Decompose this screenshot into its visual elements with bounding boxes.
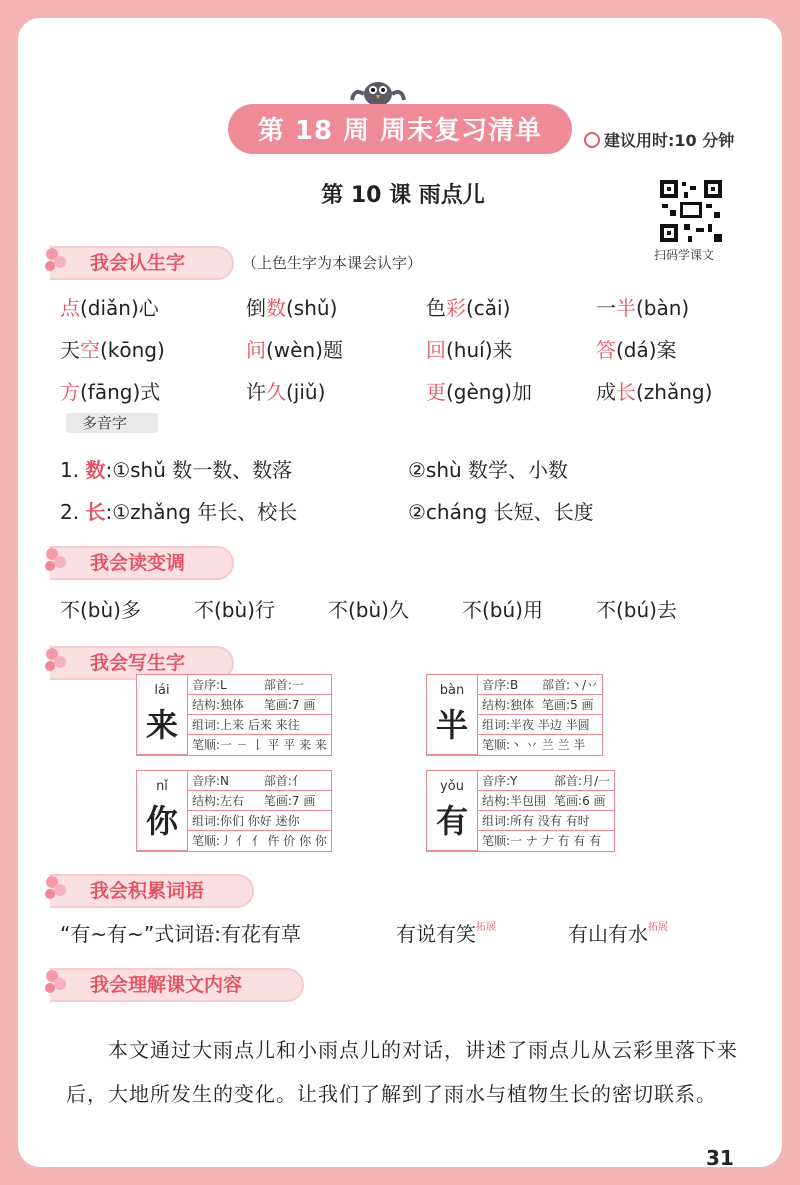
- section-title: 我会理解课文内容: [90, 974, 243, 996]
- words-item: 有山有水$^{拓展}$: [568, 922, 668, 946]
- recognize-item: 方(fāng)式: [60, 380, 161, 404]
- section-title: 我会积累词语: [90, 880, 205, 902]
- section-title: 我会读变调: [90, 552, 186, 574]
- polyphone-row: 2. 长:①zhǎng 年长、校长: [60, 500, 298, 524]
- recognize-item: 许久(jiǔ): [246, 380, 326, 404]
- recognize-item: 色彩(cǎi): [426, 296, 511, 320]
- words-item: 有说有笑$^{拓展}$: [396, 922, 496, 946]
- polyphone-row: ②cháng 长短、长度: [408, 500, 594, 524]
- polyphone-row: 1. 数:①shǔ 数一数、数落: [60, 458, 293, 482]
- page: [18, 18, 782, 1167]
- section-words: [50, 870, 260, 904]
- qr-code-icon[interactable]: [658, 178, 724, 244]
- flower-icon: [42, 644, 72, 676]
- flower-icon: [42, 872, 72, 904]
- recognize-item: 倒数(shǔ): [246, 296, 338, 320]
- section-recognize: [50, 242, 240, 276]
- flower-icon: [42, 966, 72, 998]
- tone-item: 不(bú)去: [596, 598, 677, 622]
- recognize-item: 问(wèn)题: [246, 338, 343, 362]
- recognize-item: 答(dá)案: [596, 338, 677, 362]
- polyphone-tag: 多音字: [66, 413, 158, 433]
- write-card-lai: lái 来 音序:L 部首:一 结构:独体 笔画:7 画 组词:上来 后来 来往 笔顺:一 ㄧ 𠄌 平 平 来 来: [136, 674, 332, 756]
- polyphone-row: ②shù 数学、小数: [408, 458, 569, 482]
- section-write: [50, 642, 240, 676]
- suggested-time: [584, 128, 734, 151]
- tone-item: 不(bù)行: [194, 598, 275, 622]
- words-lead: “有~有~”式词语:有花有草: [60, 922, 301, 946]
- section-tone: [50, 542, 240, 576]
- time-label: 建议用时:10 分钟: [604, 131, 735, 150]
- tone-item: 不(bù)多: [60, 598, 141, 622]
- section-note: （上色生字为本课会认字）: [242, 254, 423, 272]
- lesson-title: 第 10 课 雨点儿: [321, 183, 485, 208]
- page-number: 31: [706, 1146, 734, 1167]
- qr-label: 扫码学课文: [654, 248, 715, 262]
- week-banner: [228, 98, 572, 162]
- recognize-item: 回(huí)来: [426, 338, 513, 362]
- recognize-item: 一半(bàn): [596, 296, 690, 320]
- recognize-item: 成长(zhǎng): [596, 380, 713, 404]
- recognize-item: 更(gèng)加: [426, 380, 532, 404]
- tone-item: 不(bú)用: [462, 598, 543, 622]
- write-card-ban: bàn 半 音序:B 部首:丶/丷 结构:独体 笔画:5 画 组词:半夜 半边 半圆 笔顺:丶 丷 兰 兰 半: [426, 674, 603, 756]
- recognize-item: 天空(kōng): [60, 338, 165, 362]
- section-title: 我会认生字: [90, 252, 186, 274]
- recognize-item: 点(diǎn)心: [60, 296, 159, 320]
- banner-title: 第 18 周 周末复习清单: [257, 116, 543, 146]
- clock-icon: [584, 132, 600, 148]
- tone-item: 不(bù)久: [328, 598, 409, 622]
- write-card-ni: nǐ 你 音序:N 部首:亻 结构:左右 笔画:7 画 组词:你们 你好 迷你 笔顺:丿 亻 亻 仵 价 你 你: [136, 770, 332, 852]
- write-card-you: yǒu 有 音序:Y 部首:月/一 结构:半包围 笔画:6 画 组词:所有 没有 有时 笔顺:一 ナ 𠂇 冇 有 有: [426, 770, 615, 852]
- flower-icon: [42, 544, 72, 576]
- content-paragraph: 本文通过大雨点儿和小雨点儿的对话，讲述了雨点儿从云彩里落下来后，大地所发生的变化。让我们了解到了雨水与植物生长的密切联系。: [66, 1038, 738, 1106]
- flower-icon: [42, 244, 72, 276]
- section-content: [50, 964, 310, 998]
- section-title: 我会写生字: [90, 652, 186, 674]
